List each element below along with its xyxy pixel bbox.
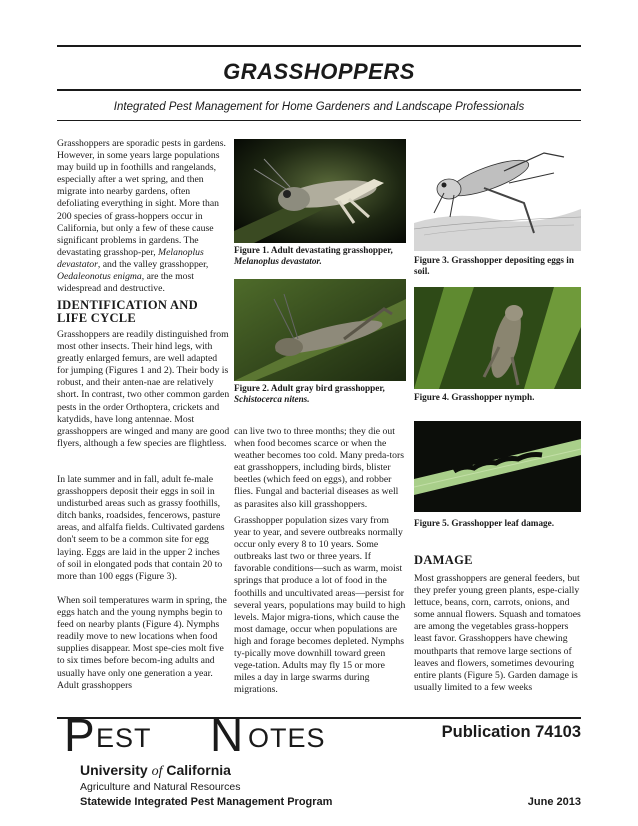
figure-2-caption-text: Figure 2. Adult gray bird grasshopper, <box>234 383 385 393</box>
figure-2-caption <box>234 383 414 405</box>
middle-paragraph-1: can live two to three months; they die out when food becomes scarce or when the weather becomes too cold. Many preda-tors eat grasshoppers, including birds, blister beetles (which feed on eggs), and robber flies. Fungal and bacterial diseases as well as parasites also kill grasshoppers. <box>234 426 405 510</box>
grasshopper-adult-image <box>234 139 406 243</box>
damage-paragraph: Most grasshoppers are general feeders, but they prefer young green plants, espe-cially lettuce, beans, corn, carrots, onions, and some annual flowers. Squash and tomatoes are among the vegetables grass-hoppers least favor. Grasshoppers have chewing mouthparts that remove large sections of leaves and flowers, sometimes devouring entire plants (Figure 5). Garden damage is usually limited to a few weeks <box>414 573 581 693</box>
figure-5-caption: Figure 5. Grasshopper leaf damage. <box>414 518 555 528</box>
species-devastator: Melanoplus devastator <box>57 246 204 270</box>
middle-paragraph-2: Grasshopper population sizes vary from year to year, and severe outbreaks normally occur only every 8 to 10 years. Some outbreaks last two or three years. If favorable conditions—such as warm, moist springs that produce a lot of food in the foothills and uncultivated areas—persist for several years, populations may build to high levels. Major migra-tions, which cause the most damage, occur when populations are high and forage becomes depleted. Nymphs ty-pically move downhill toward green vege-tation. Adults may fly 15 or more miles a day in large swarms during migrations. <box>234 515 406 696</box>
identification-heading-line2: LIFE CYCLE <box>57 311 137 325</box>
program-name: Statewide Integrated Pest Management Program <box>80 796 333 808</box>
header-top-rule <box>57 45 581 47</box>
california-word: California <box>166 762 231 778</box>
identification-paragraph-1: Grasshoppers are readily distinguished from most other insects. Their hind legs, with greatly enlarged femurs, are well adapted for jumping (Figures 1 and 2). Their body is robust, and their anten-nae are relatively short. In contrast, two other common garden pests in the order Orthoptera, crickets and katydids, have long antennae. Most grasshoppers are winged and many are good flyers, although a few species are flightless. <box>57 329 230 449</box>
intro-text-c: , are the most widespread and destructive. <box>57 271 194 295</box>
brand-n: N <box>210 709 244 761</box>
university-word: University <box>80 762 148 778</box>
figure-5-photo <box>414 421 581 512</box>
identification-paragraph-3: When soil temperatures warm in spring, the eggs hatch and the young nymphs begin to feed on nearby plants (Figure 4). Nymphs readily move to new locations when food supplies disappear. Most spe-cies molt five to six times before becom-ing adults and usually have only one generation a year. Adult grasshoppers <box>57 595 227 691</box>
university-of: of <box>151 764 163 779</box>
identification-heading <box>57 299 230 325</box>
figure-1-photo <box>234 139 406 243</box>
brand-otes: OTES <box>248 723 326 753</box>
pest-notes-logo <box>64 709 404 762</box>
leaf-damage-image <box>414 421 581 512</box>
figure-4-caption: Figure 4. Grasshopper nymph. <box>414 392 535 402</box>
figure-1-caption-text: Figure 1. Adult devastating grasshopper, <box>234 245 393 255</box>
page-title: GRASSHOPPERS <box>223 59 415 84</box>
division-name: Agriculture and Natural Resources <box>80 781 241 793</box>
header-bottom-rule <box>57 120 581 121</box>
identification-paragraph-2: In late summer and in fall, adult fe-male grasshoppers deposit their eggs in soil in undisturbed areas such as grassy foothills, ditch banks, roadsides, fencerows, pasture areas, and alfalfa fields. Cultivated gardens don't seem to be a common site for egg laying. Eggs are laid in the upper 2 inches of soil in elongated pods that contain 20 to more than 100 eggs (Figure 3). <box>57 474 225 582</box>
header-mid-rule <box>57 89 581 91</box>
figure-2-species: Schistocerca nitens. <box>234 394 310 404</box>
figure-4-photo <box>414 287 581 389</box>
egg-laying-drawing <box>414 143 581 251</box>
figure-1-species: Melanoplus devastator. <box>234 256 322 266</box>
intro-text-b: , and the valley grasshopper, <box>97 258 209 270</box>
page-subtitle: Integrated Pest Management for Home Gardeners and Landscape Professionals <box>113 101 525 113</box>
identification-heading-line1: IDENTIFICATION AND <box>57 298 198 312</box>
brand-p: P <box>64 709 95 761</box>
figure-1-caption <box>234 245 414 267</box>
university-name <box>80 762 231 780</box>
figure-2-photo <box>234 279 406 381</box>
publication-date: June 2013 <box>527 796 581 808</box>
nymph-image <box>414 287 581 389</box>
damage-heading: DAMAGE <box>414 553 473 567</box>
figure-3-illustration <box>414 143 581 251</box>
figure-3-caption: Figure 3. Grasshopper depositing eggs in soil. <box>414 255 574 276</box>
intro-paragraph <box>57 138 230 295</box>
intro-text-a: Grasshoppers are sporadic pests in gardens. However, in some years large populations may build up in foothills and rangelands, especially after a wet spring, and then migrate into nearby gardens, often defoliating everything in sight. More than 200 species of grass-hoppers occur in California, but only a few of these cause significant problems in gardens. The devastating grasshop-per, <box>57 138 226 258</box>
publication-number: Publication 74103 <box>441 723 581 741</box>
gray-grasshopper-image <box>234 279 406 381</box>
brand-est: EST <box>96 723 152 753</box>
species-valley: Oedaleonotus enigma <box>57 271 142 283</box>
